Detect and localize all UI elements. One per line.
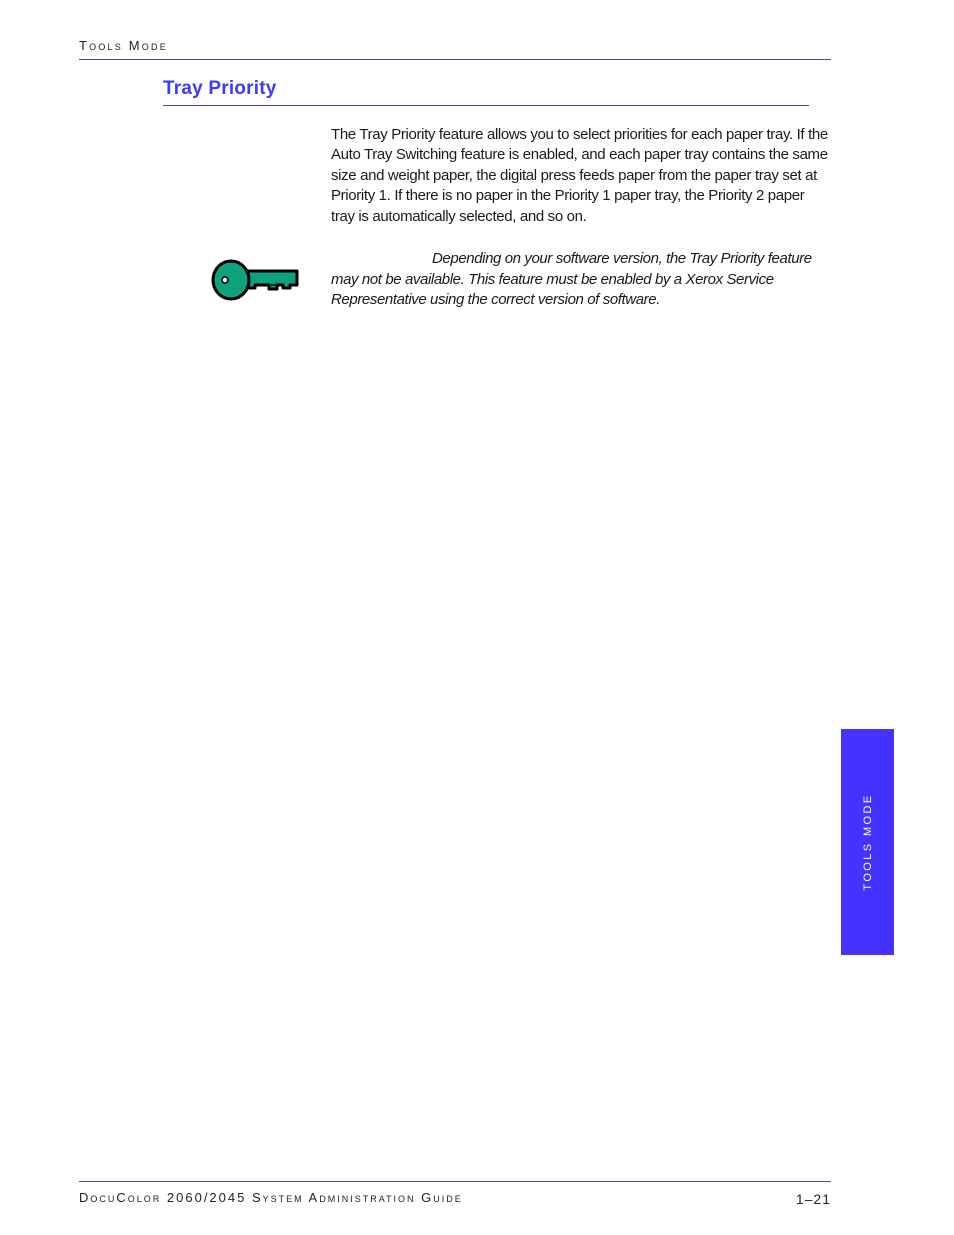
section-heading: Tray Priority xyxy=(163,78,277,99)
running-header: Tools Mode xyxy=(79,38,168,53)
body-paragraph: The Tray Priority feature allows you to select priorities for each paper tray. If the Auto Tray Switching feature is enabled, and each paper tray contains the same size and weight paper, the digital press feeds paper from the paper tray set at Priority 1. If there is no paper in the Priority 1 paper tray, the Priority 2 paper tray is automatically selected, and so on. xyxy=(331,126,828,225)
note-body: Depending on your software version, the Tray Priority feature may not be available. This feature must be enabled by a Xerox Service Representative using the correct version of software. xyxy=(331,250,812,309)
key-icon xyxy=(211,255,301,305)
running-footer: DocuColor 2060/2045 System Administration Guide xyxy=(79,1190,463,1205)
page-number: 1–21 xyxy=(795,1191,831,1207)
header-rule xyxy=(79,59,831,60)
side-tab-label: TOOLS MODE xyxy=(861,793,874,891)
heading-rule xyxy=(163,105,809,106)
note-text xyxy=(331,249,821,311)
footer-rule xyxy=(79,1181,831,1182)
side-tab xyxy=(841,729,894,955)
